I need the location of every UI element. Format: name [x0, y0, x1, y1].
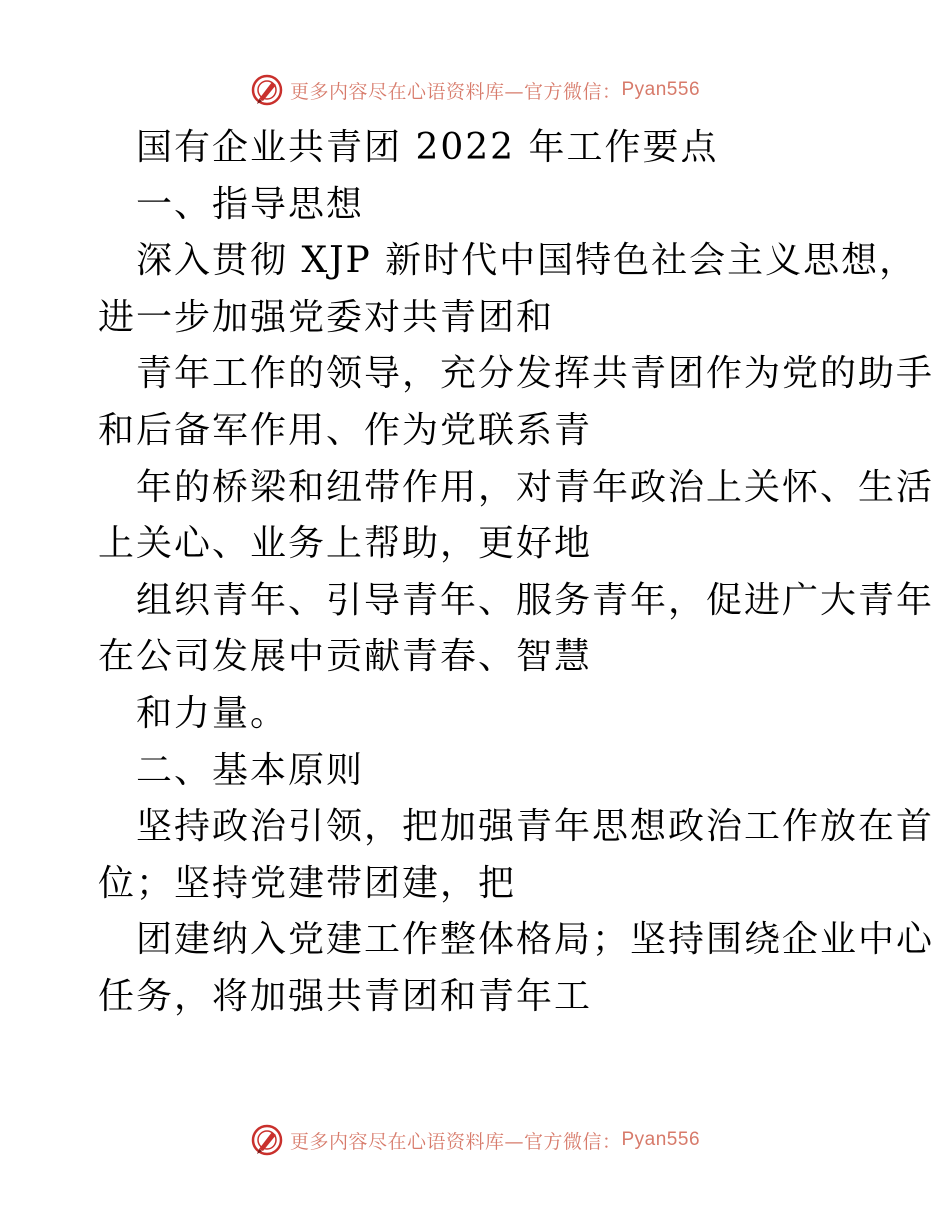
- paragraph-line: 深入贯彻 XJP 新时代中国特色社会主义思想，: [136, 240, 918, 282]
- paragraph-line: 组织青年、引导青年、服务青年，促进广大青年: [136, 579, 935, 621]
- watermark-wechat-id: Pyan556: [621, 79, 701, 100]
- paragraph-line: 团建纳入党建工作整体格局；坚持围绕企业中心: [136, 919, 935, 961]
- pen-logo-icon: [250, 73, 284, 107]
- paragraph-line: 位；坚持党建带团建，把: [98, 862, 517, 904]
- paragraph-line: 坚持政治引领，把加强青年思想政治工作放在首: [136, 806, 935, 848]
- paragraph-line: 和力量。: [136, 692, 289, 734]
- paragraph-line: 上关心、业务上帮助，更好地: [98, 523, 593, 565]
- section-heading: 二、基本原则: [136, 749, 365, 791]
- paragraph-line: 进一步加强党委对共青团和: [98, 296, 555, 338]
- watermark-footer: [0, 1120, 950, 1160]
- watermark-text: 更多内容尽在心语资料库—官方微信：: [289, 80, 622, 103]
- paragraph-line: 青年工作的领导，充分发挥共青团作为党的助手: [136, 353, 935, 395]
- watermark-wechat-id: Pyan556: [621, 1129, 701, 1150]
- watermark-header: [0, 70, 950, 110]
- paragraph-line: 任务，将加强共青团和青年工: [98, 975, 593, 1017]
- paragraph-line: 和后备军作用、作为党联系青: [98, 409, 593, 451]
- paragraph-line: 年的桥梁和纽带作用，对青年政治上关怀、生活: [136, 466, 935, 508]
- section-heading: 一、指导思想: [136, 183, 365, 225]
- document-body: [98, 120, 935, 1026]
- pen-logo-icon: [250, 1123, 284, 1157]
- document-title: 国有企业共青团 2022 年工作要点: [136, 127, 719, 168]
- paragraph-line: 在公司发展中贡献青春、智慧: [98, 636, 593, 678]
- watermark-text: 更多内容尽在心语资料库—官方微信：: [289, 1130, 622, 1153]
